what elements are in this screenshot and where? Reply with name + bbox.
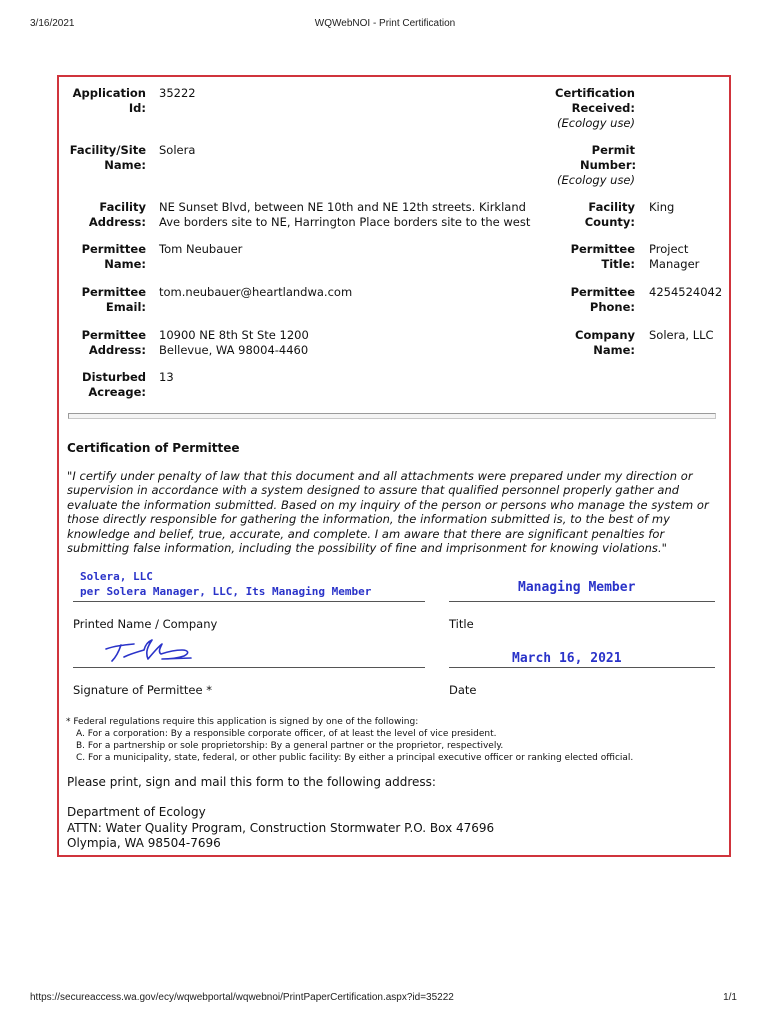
address-line-city: Olympia, WA 98504-7696 <box>67 836 221 850</box>
application-id-label: Application Id: <box>72 86 146 115</box>
permittee-address-label: Permittee Address: <box>81 328 146 357</box>
date-value: March 16, 2021 <box>512 651 622 666</box>
signature-line <box>73 667 425 668</box>
permittee-address-value <box>159 328 309 358</box>
title-line <box>449 601 715 602</box>
certification-statement: "I certify under penalty of law that this document and all attachments were prepared under my direction or supervision in accordance with a system designed to assure that qualified personnel properly gather and evaluate the information submitted. Based on my inquiry of the person or persons who manage the system or those directly responsible for gathering the information, the information submitted is, to the best of my knowledge and belief, true, accurate, and complete. I am aware that there are significant penalties for submitting false information, including the possibility of fine and imprisonment for knowing violations." <box>67 469 709 556</box>
date-line <box>449 667 715 668</box>
permittee-name-label: Permittee Name: <box>81 242 146 271</box>
print-date: 3/16/2021 <box>30 18 75 29</box>
certification-received-label <box>520 86 635 131</box>
disturbed-acreage-label: Disturbed Acreage: <box>82 370 146 399</box>
print-title: WQWebNOI - Print Certification <box>314 18 456 29</box>
facility-county-value: King <box>649 200 675 214</box>
permittee-email-value: tom.neubauer@heartlandwa.com <box>159 285 353 299</box>
page-number: 1/1 <box>723 992 737 1003</box>
facility-address-value: NE Sunset Blvd, between NE 10th and NE 12th streets. Kirkland Ave borders site to NE, Harrington Place borders site to the west <box>159 200 531 229</box>
permittee-title-label: Permittee Title: <box>570 242 635 271</box>
address-line-attn: ATTN: Water Quality Program, Construction Stormwater P.O. Box 47696 <box>67 820 495 835</box>
printed-name-company-value <box>80 569 371 599</box>
signature-label: Signature of Permittee * <box>73 683 212 697</box>
permittee-address-line1: 10900 NE 8th St Ste 1200 <box>159 328 309 342</box>
title-value: Managing Member <box>518 580 636 595</box>
certification-received-note: (Ecology use) <box>557 116 635 130</box>
facility-site-name-value: Solera <box>159 143 196 157</box>
printed-name-line <box>73 601 425 602</box>
signatory-footnote <box>66 716 633 764</box>
mailing-address <box>67 805 494 852</box>
permittee-name-value: Tom Neubauer <box>159 242 243 256</box>
handwritten-signature <box>104 637 194 667</box>
permit-number-label <box>540 143 635 188</box>
page-url: https://secureaccess.wa.gov/ecy/wqwebportal/wqwebnoi/PrintPaperCertification.aspx?id=35222 <box>30 992 454 1003</box>
address-line-department: Department of Ecology <box>67 805 206 819</box>
printed-company-line2: per Solera Manager, LLC, Its Managing Member <box>80 585 372 598</box>
permittee-address-line2: Bellevue, WA 98004-4460 <box>159 343 309 357</box>
facility-site-name-label: Facility/Site Name: <box>69 143 146 172</box>
printed-company-line1: Solera, LLC <box>80 570 153 583</box>
footnote-item-municipality: C. For a municipality, state, federal, or other public facility: By either a principal executive officer or ranking elected official. <box>76 753 634 763</box>
facility-county-label: Facility County: <box>584 200 635 229</box>
printed-name-label: Printed Name / Company <box>73 617 218 631</box>
footnote-intro: * Federal regulations require this application is signed by one of the following: <box>66 717 419 727</box>
company-name-label: Company Name: <box>575 328 635 357</box>
certification-heading: Certification of Permittee <box>67 441 240 455</box>
date-label: Date <box>449 683 477 697</box>
footnote-item-partnership: B. For a partnership or sole proprietorship: By a general partner or the proprietor, respectively. <box>76 741 504 751</box>
disturbed-acreage-value: 13 <box>159 370 174 384</box>
footnote-item-corporation: A. For a corporation: By a responsible corporate officer, of at least the level of vice president. <box>76 729 497 739</box>
section-divider <box>68 413 716 419</box>
permittee-phone-value: 4254524042 <box>649 285 723 299</box>
title-label: Title <box>449 617 474 631</box>
permit-number-label-text: Permit Number: <box>580 143 637 172</box>
permittee-title-value: Project Manager <box>649 242 700 271</box>
company-name-value: Solera, LLC <box>649 328 714 342</box>
permit-number-note: (Ecology use) <box>557 173 635 187</box>
mailing-instruction: Please print, sign and mail this form to the following address: <box>67 775 436 789</box>
permittee-email-label: Permittee Email: <box>81 285 146 314</box>
certification-received-label-text: Certification Received: <box>555 86 635 115</box>
permittee-phone-label: Permittee Phone: <box>570 285 635 314</box>
facility-address-label: Facility Address: <box>88 200 146 229</box>
application-id-value: 35222 <box>159 86 196 100</box>
